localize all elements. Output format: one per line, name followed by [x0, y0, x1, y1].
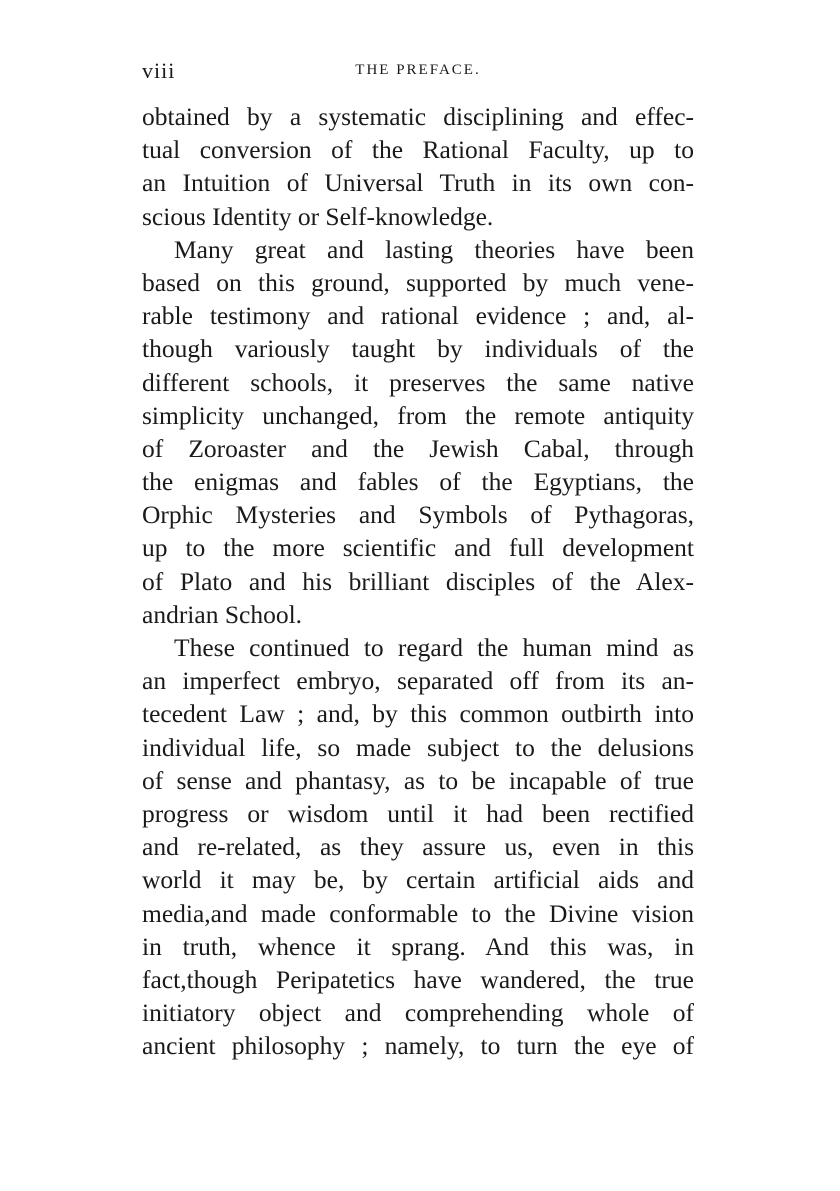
text-line: of sense and phantasy, as to be incapable of true	[142, 765, 694, 795]
text-line: and re-related, as they assure us, even in this	[142, 832, 694, 862]
text-line: initiatory object and comprehending whole of	[142, 998, 694, 1028]
text-line: based on this ground, supported by much vene-	[142, 267, 694, 297]
text-line: the enigmas and fables of the Egyptians, the	[142, 467, 694, 497]
text-line: tual conversion of the Rational Faculty, up to	[142, 135, 694, 165]
text-line: an Intuition of Universal Truth in its own con-	[142, 168, 694, 198]
text-line: progress or wisdom until it had been rectified	[142, 798, 694, 828]
running-head: THE PREFACE.	[355, 62, 481, 78]
text-line: up to the more scientific and full development	[142, 533, 694, 563]
body-text	[142, 100, 694, 1062]
text-line: though variously taught by individuals of the	[142, 334, 694, 364]
text-line: an imperfect embryo, separated off from its an-	[142, 666, 694, 696]
text-line: obtained by a systematic disciplining and effec-	[142, 102, 694, 131]
text-line: world it may be, by certain artificial aids and	[142, 865, 694, 895]
text-line: tecedent Law ; and, by this common outbirth into	[142, 699, 694, 729]
text-line: of Zoroaster and the Jewish Cabal, through	[142, 433, 694, 463]
text-line: andrian School.	[142, 599, 303, 629]
text-line: ancient philosophy ; namely, to turn the eye of	[142, 1031, 694, 1061]
text-line: rable testimony and rational evidence ; and, al-	[142, 301, 694, 331]
text-line: in truth, whence it sprang. And this was, in	[142, 931, 694, 961]
text-line: Orphic Mysteries and Symbols of Pythagoras,	[142, 500, 694, 530]
text-line: individual life, so made subject to the delusions	[142, 732, 694, 762]
text-line: These continued to regard the human mind as	[174, 633, 694, 662]
text-line: scious Identity or Self-knowledge.	[142, 201, 494, 231]
text-line: simplicity unchanged, from the remote antiquity	[142, 400, 694, 430]
text-line: different schools, it preserves the same native	[142, 367, 694, 397]
text-line: of Plato and his brilliant disciples of the Alex-	[142, 566, 694, 596]
text-line: Many great and lasting theories have been	[174, 234, 694, 264]
page-header	[142, 58, 694, 88]
text-line: media,and made conformable to the Divine vision	[142, 898, 694, 928]
text-line: fact,though Peripatetics have wandered, the true	[142, 964, 694, 994]
page-number: viii	[142, 58, 176, 83]
